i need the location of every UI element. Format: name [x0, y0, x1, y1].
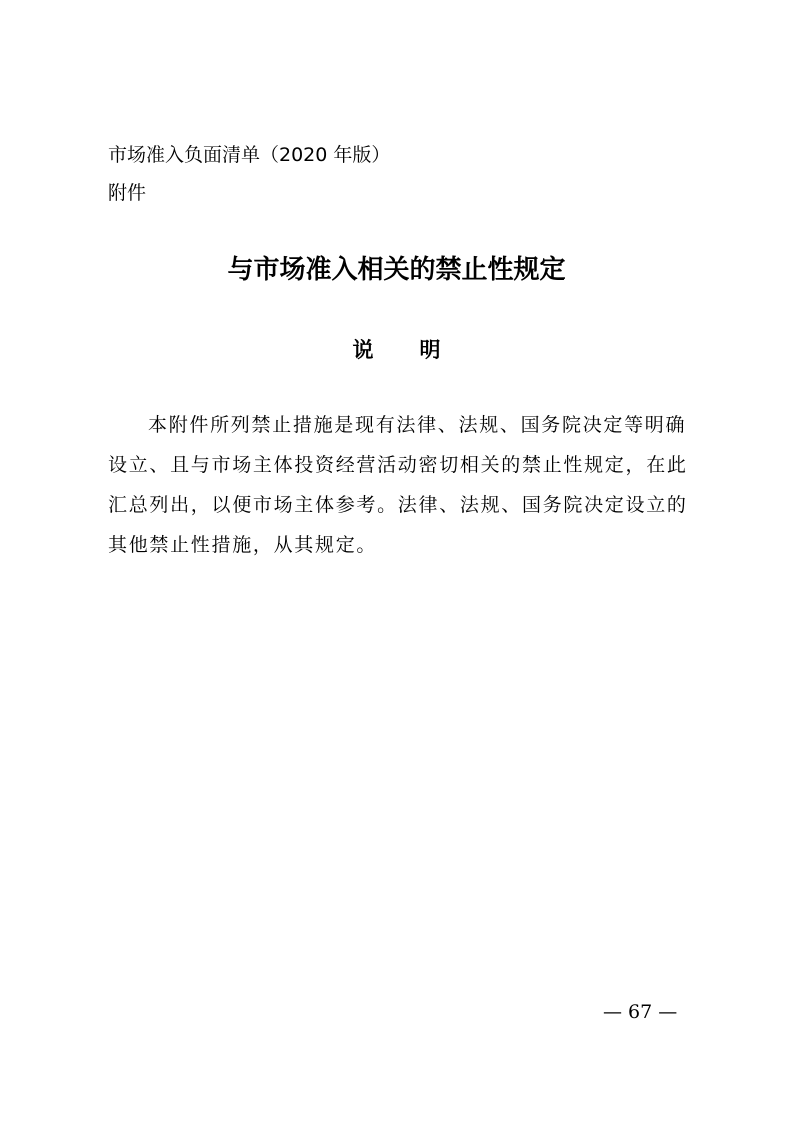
section-heading	[0, 336, 793, 364]
section-heading-char-1: 说	[352, 338, 374, 362]
body-line-4: 其他禁止性措施，从其规定。	[108, 534, 378, 556]
page-title: 与市场准入相关的禁止性规定	[227, 255, 566, 285]
body-line-3: 汇总列出，以便市场主体参考。法律、法规、国务院决定设立的	[108, 494, 688, 516]
page-number: — 67 —	[603, 1001, 678, 1023]
attachment-label: 附件	[108, 182, 147, 204]
body-paragraph	[108, 405, 686, 565]
section-heading-char-2: 明	[419, 338, 441, 362]
body-line-1: 本附件所列禁止措施是现有法律、法规、国务院决定等明确	[148, 414, 687, 436]
body-line-2: 设立、且与市场主体投资经营活动密切相关的禁止性规定，在此	[108, 454, 688, 476]
document-name: 市场准入负面清单（2020 年版）	[108, 144, 391, 166]
